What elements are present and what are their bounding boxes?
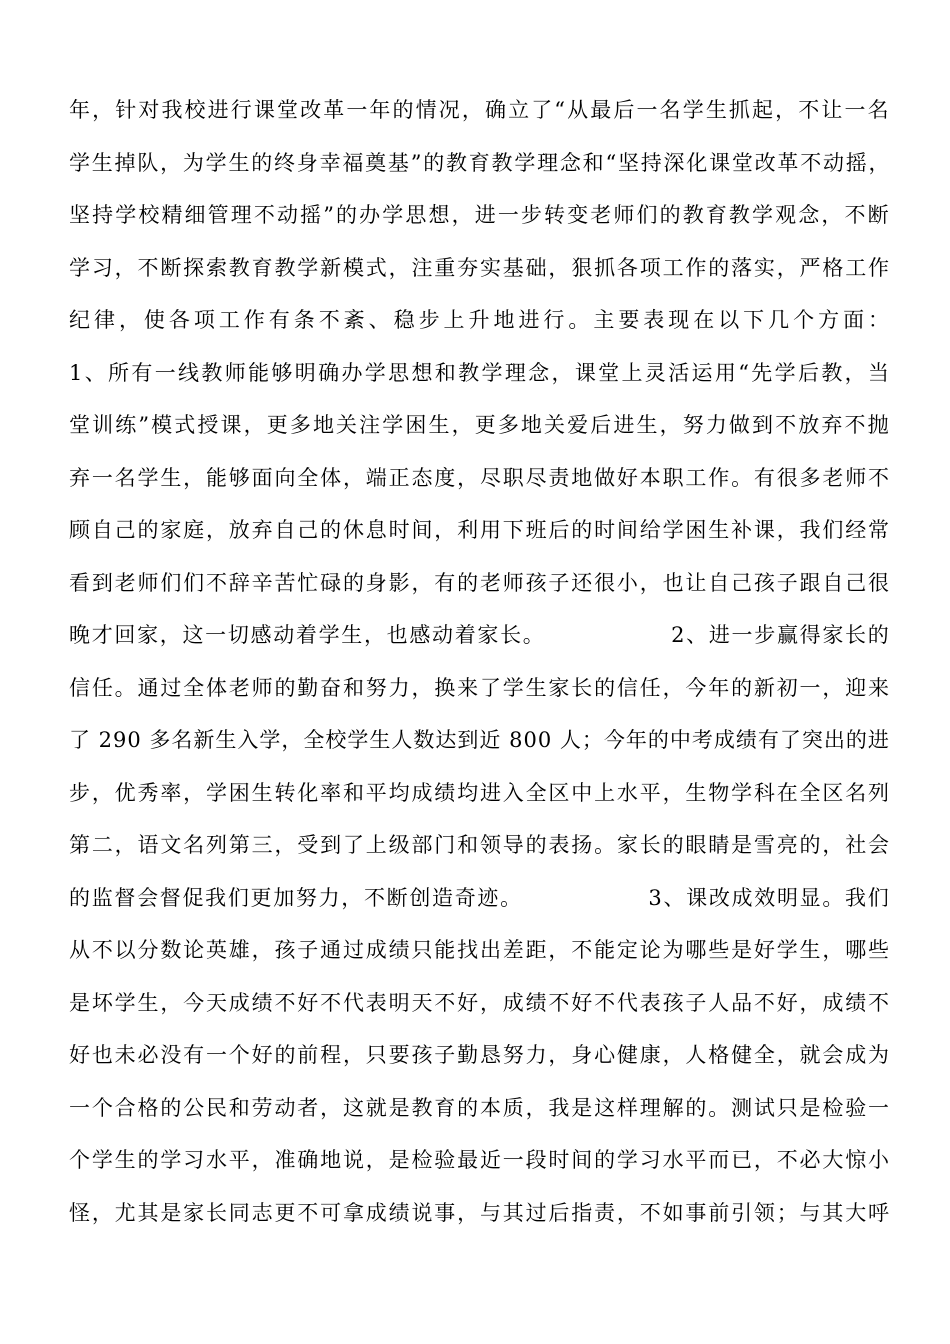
text-line: 顾自己的家庭，放弃自己的休息时间，利用下班后的时间给学困生补课，我们经常: [69, 518, 891, 542]
text-line: 信任。通过全体老师的勤奋和努力，换来了学生家长的信任，今年的新初一，迎来: [69, 675, 891, 700]
text-line: 学习，不断探索教育教学新模式，注重夯实基础，狠抓各项工作的落实，严格工作: [69, 255, 891, 280]
text-line: 1、所有一线教师能够明确办学思想和教学理念，课堂上灵活运用“先学后教，当: [69, 360, 892, 385]
text-line: 看到老师们们不辞辛苦忙碌的身影，有的老师孩子还很小，也让自己孩子跟自己很: [69, 570, 891, 595]
text-line: 堂训练”模式授课，更多地关注学困生，更多地关爱后进生，努力做到不放弃不抛: [69, 413, 891, 437]
text-line: 是坏学生，今天成绩不好不代表明天不好，成绩不好不代表孩子人品不好，成绩不: [69, 990, 891, 1015]
text-line: 年，针对我校进行课堂改革一年的情况，确立了“从最后一名学生抓起，不让一名: [69, 98, 891, 122]
text-line: 第二，语文名列第三，受到了上级部门和领导的表扬。家长的眼睛是雪亮的，社会: [69, 833, 891, 857]
text-line: 好也未必没有一个好的前程，只要孩子勤恳努力，身心健康，人格健全，就会成为: [69, 1043, 891, 1067]
text-line: 一个合格的公民和劳动者，这就是教育的本质，我是这样理解的。测试只是检验一: [69, 1095, 891, 1120]
text-line: 怪，尤其是家长同志更不可拿成绩说事，与其过后指责，不如事前引领；与其大呼: [69, 1200, 891, 1225]
text-line: 晚才回家，这一切感动着学生，也感动着家长。 2、进一步赢得家长的: [69, 623, 891, 647]
text-line: 的监督会督促我们更加努力，不断创造奇迹。 3、课改成效明显。我们: [69, 885, 891, 910]
text-line: 从不以分数论英雄，孩子通过成绩只能找出差距，不能定论为哪些是好学生，哪些: [69, 938, 891, 962]
text-line: 坚持学校精细管理不动摇”的办学思想，进一步转变老师们的教育教学观念，不断: [69, 203, 891, 227]
text-line: 了 290 多名新生入学，全校学生人数达到近 800 人；今年的中考成绩有了突出的进: [69, 728, 890, 752]
text-line: 学生掉队，为学生的终身幸福奠基”的教育教学理念和“坚持深化课堂改革不动摇，: [69, 150, 892, 175]
body-text: [69, 92, 894, 1247]
text-line: 纪律，使各项工作有条不紊、稳步上升地进行。主要表现在以下几个方面：: [69, 308, 894, 332]
text-line: 个学生的学习水平，准确地说，是检验最近一段时间的学习水平而已，不必大惊小: [69, 1148, 891, 1172]
text-line: 弃一名学生，能够面向全体，端正态度，尽职尽责地做好本职工作。有很多老师不: [69, 465, 891, 490]
text-line: 步，优秀率，学困生转化率和平均成绩均进入全区中上水平，生物学科在全区名列: [69, 780, 891, 805]
